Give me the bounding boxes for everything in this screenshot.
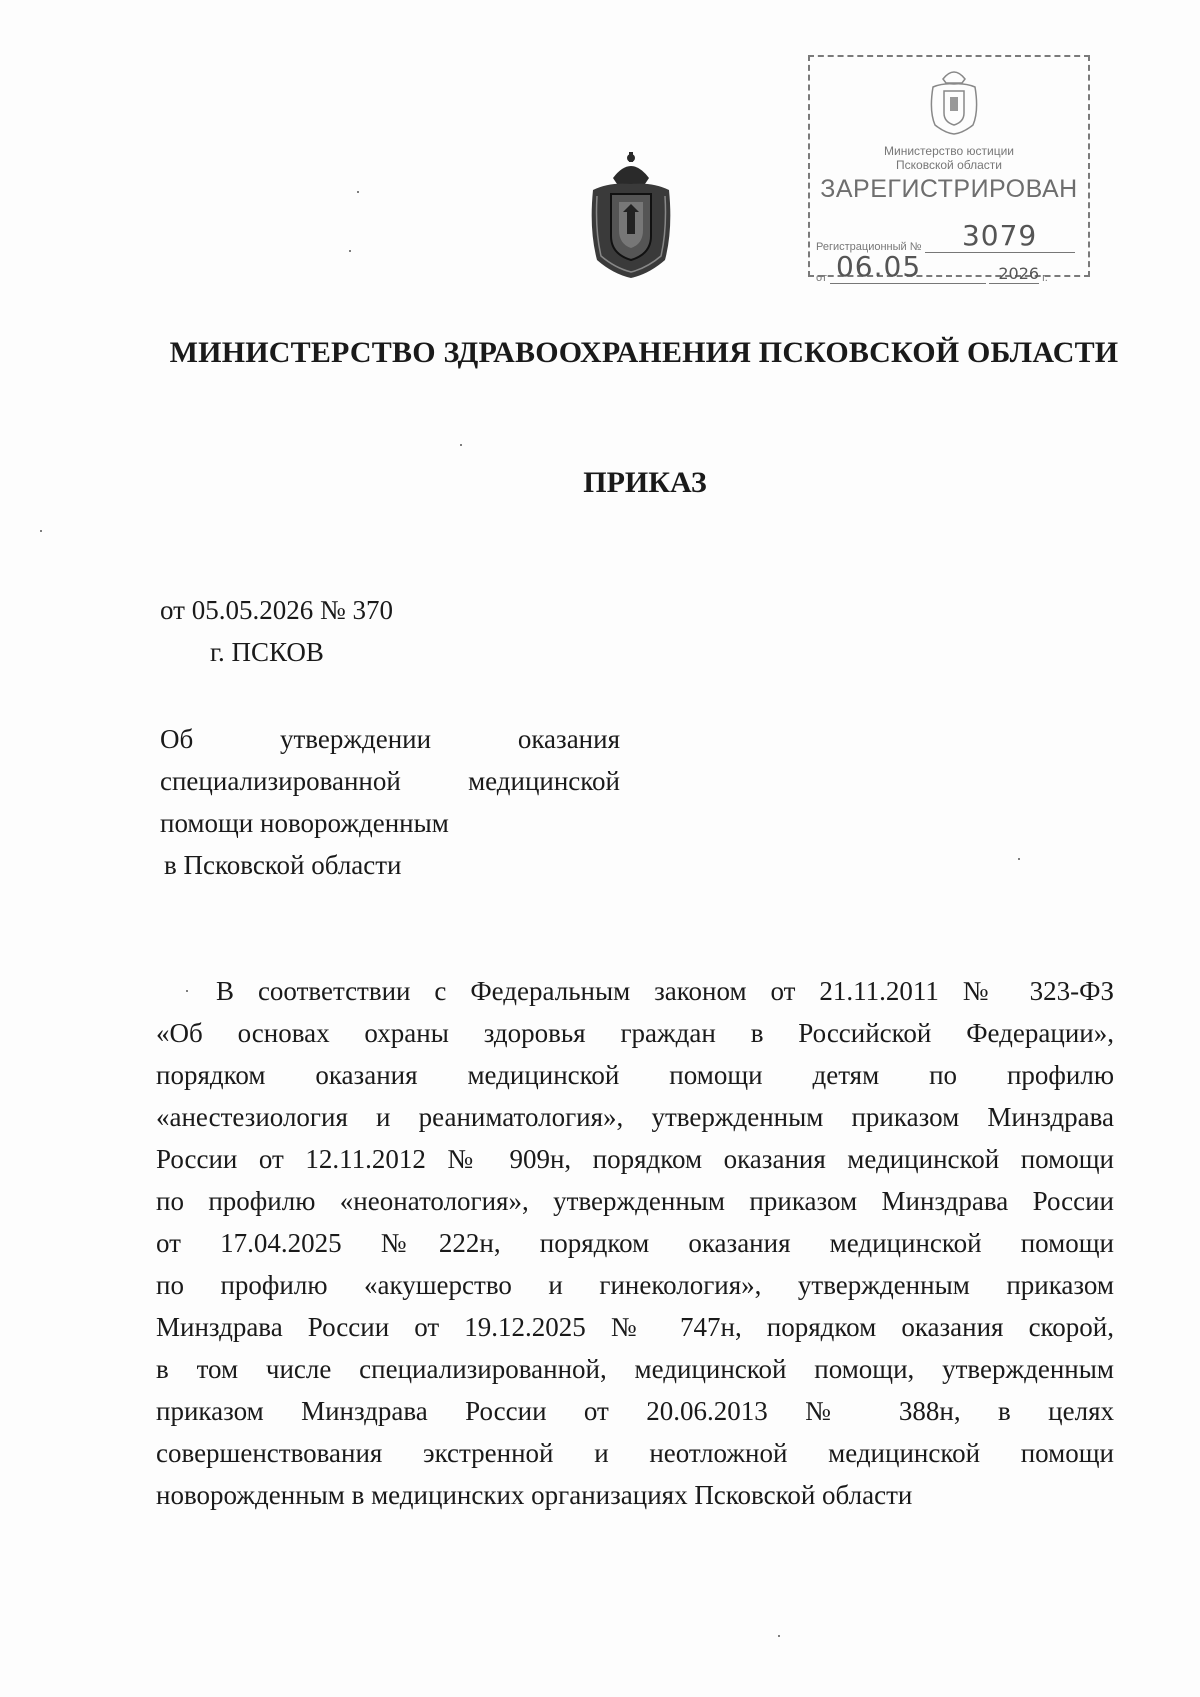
stamp-coat-of-arms-icon — [925, 65, 983, 135]
body-line: России от 12.11.2012 № 909н, порядком оказания медицинской помощи — [156, 1144, 1114, 1174]
scan-speck — [40, 530, 42, 532]
body-line: Минздрава России от 19.12.2025 № 747н, порядком оказания скорой, — [156, 1312, 1114, 1342]
order-subject — [160, 718, 620, 886]
body-line: порядком оказания медицинской помощи детям по профилю — [156, 1060, 1114, 1090]
document-type-title: ПРИКАЗ — [583, 466, 707, 499]
subject-line: в Псковской области — [164, 850, 402, 880]
stamp-date-prefix: от — [816, 272, 827, 284]
scan-speck — [460, 444, 462, 446]
body-line: по профилю «акушерство и гинекология», утвержденным приказом — [156, 1270, 1114, 1300]
subject-line: Об утверждении оказания — [160, 724, 620, 754]
order-city: г. ПСКОВ — [210, 637, 324, 667]
scan-speck — [1018, 858, 1020, 860]
scan-speck — [357, 191, 359, 193]
coat-of-arms-emblem — [583, 150, 679, 280]
subject-line: помощи новорожденным — [160, 808, 449, 838]
body-line: совершенствования экстренной и неотложной медицинской помощи — [156, 1438, 1114, 1468]
stamp-date-year: 2026 — [998, 264, 1040, 283]
scan-speck — [778, 1635, 780, 1637]
body-line: В соответствии с Федеральным законом от 21.11.2011 № 323-ФЗ — [216, 976, 1114, 1006]
order-number: от 05.05.2026 № 370 — [160, 595, 393, 625]
stamp-date-day-month: 06.05 — [835, 250, 922, 283]
body-line: по профилю «неонатология», утвержденным приказом Минздрава России — [156, 1186, 1114, 1216]
preamble-paragraph — [156, 970, 1114, 1516]
body-line: приказом Минздрава России от 20.06.2013 № 388н, в целях — [156, 1396, 1114, 1426]
stamp-reg-number-row — [816, 219, 1082, 253]
stamp-ministry-name — [810, 144, 1088, 172]
ministry-title: МИНИСТЕРСТВО ЗДРАВООХРАНЕНИЯ ПСКОВСКОЙ ОБЛАСТИ — [169, 336, 1119, 369]
body-line: новорожденным в медицинских организациях Псковской области — [156, 1480, 913, 1510]
stamp-reg-label: Регистрационный № — [816, 241, 922, 253]
stamp-year-suffix: г. — [1042, 272, 1048, 284]
registration-stamp — [808, 55, 1090, 284]
body-line: «анестезиология и реаниматология», утвержденным приказом Минздрава — [156, 1102, 1114, 1132]
body-line: от 17.04.2025 №222н, порядком оказания медицинской помощи — [156, 1228, 1114, 1258]
scan-speck — [349, 250, 351, 252]
body-line: «Об основах охраны здоровья граждан в Российской Федерации», — [156, 1018, 1114, 1048]
subject-line: специализированной медицинской — [160, 766, 620, 796]
stamp-status: ЗАРЕГИСТРИРОВАН — [820, 175, 1078, 203]
scan-speck — [186, 990, 188, 992]
stamp-reg-number: 3079 — [961, 219, 1038, 252]
body-line: в том числе специализированной, медицинской помощи, утвержденным — [156, 1354, 1114, 1384]
stamp-ministry-line1: Министерство юстиции — [884, 144, 1014, 158]
stamp-ministry-line2: Псковской области — [896, 158, 1002, 172]
stamp-date-row — [816, 250, 1082, 284]
